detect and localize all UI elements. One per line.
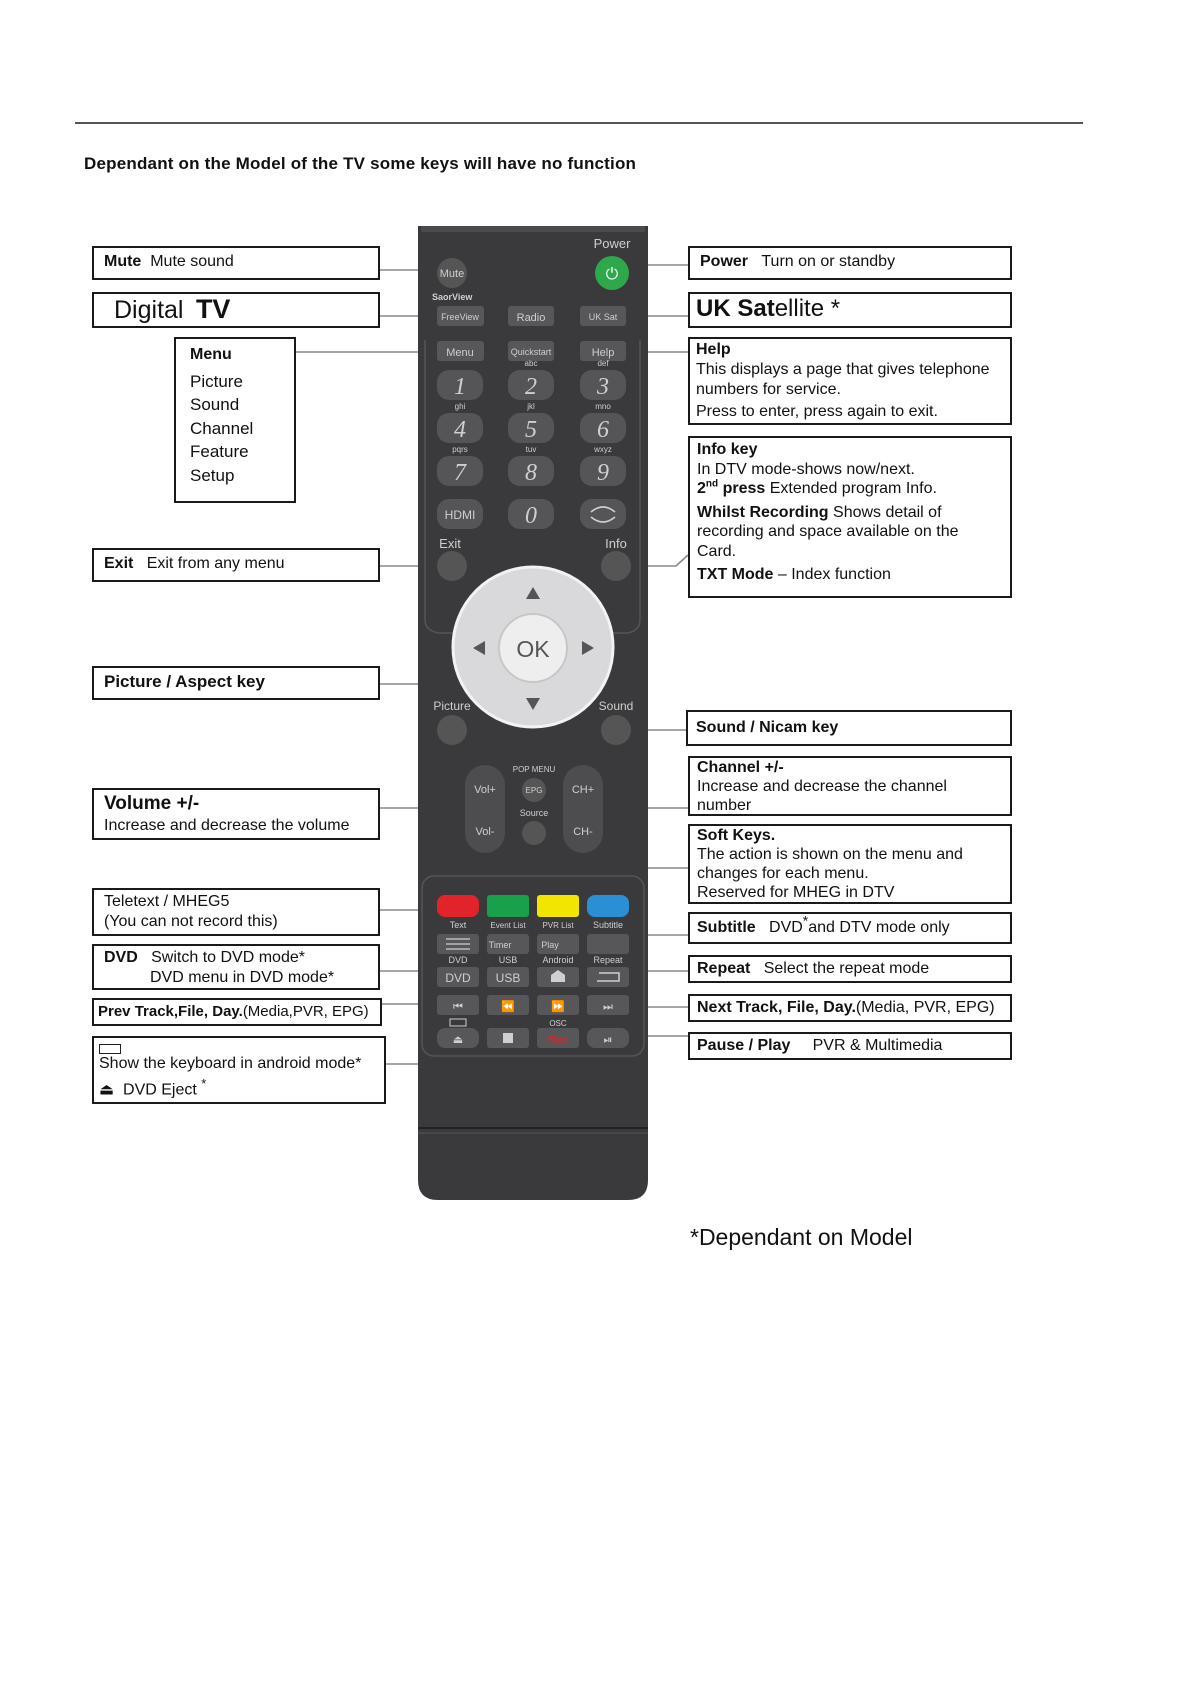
yellow-key[interactable] xyxy=(537,895,579,917)
info-rec-key: Whilst Recording xyxy=(697,503,829,521)
callout-pause xyxy=(688,1032,1012,1060)
pause-key: Pause / Play xyxy=(697,1037,791,1054)
menu-item-setup: Setup xyxy=(190,465,235,485)
repeat-key-label: Repeat xyxy=(593,955,623,965)
subtitle-desc: and DTV mode only xyxy=(808,919,950,936)
saorview-label: SaorView xyxy=(432,292,473,302)
pvrlist-label: PVR List xyxy=(542,921,574,930)
info-press: press xyxy=(722,480,766,497)
info-label: Info xyxy=(605,536,627,551)
soft-line1: The action is shown on the menu and xyxy=(697,846,963,863)
keyboard-star: * xyxy=(201,1076,207,1091)
info-line2: Extended program Info. xyxy=(769,480,937,497)
info-second-press xyxy=(697,479,1003,499)
teletext-line1: Teletext / MHEG5 xyxy=(104,893,230,910)
info-txt-desc: – Index function xyxy=(777,566,891,583)
exit-desc: Exit from any menu xyxy=(146,555,285,572)
digit-8-label: 8 xyxy=(525,460,537,486)
stop-icon xyxy=(503,1033,513,1043)
repeat-desc: Select the repeat mode xyxy=(763,960,930,977)
digital-text: Digital xyxy=(114,296,184,324)
dvd-btn-label: DVD xyxy=(445,971,471,985)
repeat-button[interactable] xyxy=(587,967,629,987)
menu-item-channel: Channel xyxy=(190,418,254,438)
key-letters-mno: mno xyxy=(595,402,611,411)
blue-key[interactable] xyxy=(587,895,629,917)
info-button[interactable] xyxy=(601,551,631,581)
prev-desc: (Media,PVR, EPG) xyxy=(242,1003,369,1020)
callout-soft-keys xyxy=(688,824,1012,904)
next-track-icon: ⏭ xyxy=(603,1001,613,1013)
callout-sound xyxy=(686,710,1012,746)
callout-info xyxy=(688,436,1012,598)
menu-item-picture: Picture xyxy=(190,371,243,391)
subtitle-star: * xyxy=(802,912,809,929)
callout-prev xyxy=(92,998,382,1026)
info-txt xyxy=(697,565,1003,585)
radio-label: Radio xyxy=(516,312,546,324)
eject-line xyxy=(99,1074,379,1100)
picture-key: Picture / Aspect key xyxy=(104,672,265,691)
callout-keyboard xyxy=(92,1036,386,1104)
info-rec3: Card. xyxy=(697,542,737,560)
key-letters-ghi: ghi xyxy=(454,402,466,411)
volume-rocker[interactable] xyxy=(465,765,505,853)
epg-label: EPG xyxy=(525,786,543,795)
uksat-label: UK Sat xyxy=(588,312,618,322)
prev-key: Prev Track,File, Day. xyxy=(98,1003,243,1020)
keyboard-line2: DVD Eject xyxy=(123,1081,197,1099)
vol-down-label: Vol- xyxy=(475,826,495,838)
popmenu-label: POP MENU xyxy=(512,765,556,774)
key-letters-tuv: tuv xyxy=(525,445,537,454)
rewind-icon: ⏪ xyxy=(501,1001,515,1013)
channel-rocker[interactable] xyxy=(563,765,603,853)
text-label: Text xyxy=(449,920,467,930)
source-button[interactable] xyxy=(522,821,546,845)
callout-subtitle xyxy=(688,912,1012,944)
green-key[interactable] xyxy=(487,895,529,917)
repeat-key: Repeat xyxy=(697,960,751,977)
exit-button[interactable] xyxy=(437,551,467,581)
info-num: 2 xyxy=(697,480,706,497)
digit-6-label: 6 xyxy=(597,417,609,443)
callout-next xyxy=(688,994,1012,1022)
subtitle-button[interactable] xyxy=(587,934,629,954)
eventlist-label: Event List xyxy=(490,921,526,930)
sound-label: Sound xyxy=(598,699,634,713)
tv-text: TV xyxy=(195,294,231,324)
channel-line2: number xyxy=(697,797,752,814)
callout-teletext xyxy=(92,888,380,936)
key-letters-def: def xyxy=(597,359,609,368)
menu-title: Menu xyxy=(190,346,232,363)
soft-line2: changes for each menu. xyxy=(697,865,869,882)
pause-play-icon: ⏯ xyxy=(603,1034,613,1046)
callout-power xyxy=(688,246,1012,280)
prev-track-icon: ⏮ xyxy=(453,1001,463,1013)
info-rec1: Shows detail of xyxy=(833,503,942,521)
digit-0-label: 0 xyxy=(525,503,537,529)
sound-button[interactable] xyxy=(601,715,631,745)
picture-button[interactable] xyxy=(437,715,467,745)
callout-picture xyxy=(92,666,380,700)
dvd-line2: DVD menu in DVD mode* xyxy=(150,969,335,986)
fast-forward-icon: ⏩ xyxy=(551,1001,565,1013)
channel-key: Channel +/- xyxy=(697,759,784,776)
footnote: *Dependant on Model xyxy=(690,1224,913,1250)
callout-repeat xyxy=(688,955,1012,983)
key-letters-wxyz: wxyz xyxy=(594,445,612,454)
callout-dvd xyxy=(92,944,380,990)
mute-desc: Mute sound xyxy=(150,253,234,270)
eject-glyph-icon: ⏏ xyxy=(99,1081,115,1099)
uksat-part1: UK Sat xyxy=(696,295,775,322)
digit-4-label: 4 xyxy=(454,417,466,443)
key-letters-jkl: jkl xyxy=(527,402,535,411)
volume-desc: Increase and decrease the volume xyxy=(104,817,350,834)
usb-btn-label: USB xyxy=(495,971,521,985)
help-key: Help xyxy=(696,341,731,358)
vol-up-label: Vol+ xyxy=(474,784,496,796)
channel-line1: Increase and decrease the channel xyxy=(697,778,947,795)
ok-label: OK xyxy=(516,636,550,662)
dvd-key: DVD xyxy=(104,949,138,966)
digit-3-label: 3 xyxy=(597,374,609,400)
hdmi-label: HDMI xyxy=(444,508,476,522)
ch-up-label: CH+ xyxy=(571,784,595,796)
freeview-label: FreeView xyxy=(441,312,479,322)
info-rec2: recording and space available on the xyxy=(697,523,959,540)
menu-item-sound: Sound xyxy=(190,395,240,414)
callout-menu xyxy=(174,337,296,503)
callout-uk-satellite xyxy=(688,292,1012,328)
power-icon: ⏻ xyxy=(605,266,619,283)
next-desc: (Media, PVR, EPG) xyxy=(855,999,995,1016)
callout-exit xyxy=(92,548,380,582)
power-label: Power xyxy=(593,236,631,251)
dvd-line1: Switch to DVD mode* xyxy=(151,949,305,966)
red-key[interactable] xyxy=(437,895,479,917)
exit-label: Exit xyxy=(439,536,461,551)
callout-help xyxy=(688,337,1012,425)
android-key-label: Android xyxy=(542,955,574,965)
help-label: Help xyxy=(591,347,615,359)
subtitle-dvd: DVD xyxy=(769,919,803,936)
sound-key: Sound / Nicam key xyxy=(696,719,839,736)
timer-label: Timer xyxy=(488,940,512,950)
power-key: Power xyxy=(700,253,749,270)
quickstart-label: Quickstart xyxy=(510,347,552,357)
callout-volume xyxy=(92,788,380,840)
next-key: Next Track, File, Day. xyxy=(697,999,856,1016)
remote-top-edge xyxy=(421,226,645,232)
rec-label: Rec xyxy=(547,1034,569,1046)
callout-digital-tv xyxy=(92,292,380,328)
key-letters-abc: abc xyxy=(524,359,538,368)
info-txt-key: TXT Mode xyxy=(697,566,774,583)
keyboard-line1: Show the keyboard in android mode* xyxy=(99,1055,362,1072)
info-sup: nd xyxy=(705,478,719,490)
swap-button[interactable] xyxy=(580,499,626,529)
soft-key: Soft Keys. xyxy=(697,827,776,844)
info-line1: In DTV mode-shows now/next. xyxy=(697,460,915,478)
power-desc: Turn on or standby xyxy=(761,253,896,270)
uksat-part2: ellite * xyxy=(774,295,841,322)
source-label: Source xyxy=(519,808,549,818)
mute-key: Mute xyxy=(104,253,142,270)
teletext-line2: (You can not record this) xyxy=(104,913,278,930)
digit-1-label: 1 xyxy=(454,374,466,400)
info-recording xyxy=(697,503,1003,523)
callout-mute xyxy=(92,246,380,280)
dvd-key-label: DVD xyxy=(448,955,468,965)
info-key: Info key xyxy=(697,441,758,458)
page-heading: Dependant on the Model of the TV some keys will have no function xyxy=(84,154,637,173)
eject-icon: ⏏ xyxy=(452,1034,464,1046)
exit-key: Exit xyxy=(104,555,134,572)
pause-desc: PVR & Multimedia xyxy=(812,1037,943,1054)
menu-item-feature: Feature xyxy=(190,442,249,461)
keyboard-icon xyxy=(99,1044,121,1054)
help-line1: This displays a page that gives telephone xyxy=(696,361,990,378)
digit-9-label: 9 xyxy=(597,460,609,486)
digit-2-label: 2 xyxy=(525,374,537,400)
menu-label: Menu xyxy=(446,347,474,359)
callout-channel xyxy=(688,756,1012,816)
help-line3: Press to enter, press again to exit. xyxy=(696,403,938,420)
picture-label: Picture xyxy=(433,699,471,713)
help-line2: numbers for service. xyxy=(696,381,841,398)
osc-label: OSC xyxy=(549,1019,567,1028)
subtitle-key-label: Subtitle xyxy=(592,920,624,930)
volume-key: Volume +/- xyxy=(104,793,200,814)
usb-key-label: USB xyxy=(498,955,518,965)
subtitle-key: Subtitle xyxy=(697,919,756,936)
play-label: Play xyxy=(541,940,559,950)
digit-7-label: 7 xyxy=(454,460,466,486)
digit-5-label: 5 xyxy=(525,417,537,443)
ch-down-label: CH- xyxy=(573,826,593,838)
mute-label: Mute xyxy=(439,268,465,280)
soft-line3: Reserved for MHEG in DTV xyxy=(697,884,895,901)
key-letters-pqrs: pqrs xyxy=(452,445,468,454)
